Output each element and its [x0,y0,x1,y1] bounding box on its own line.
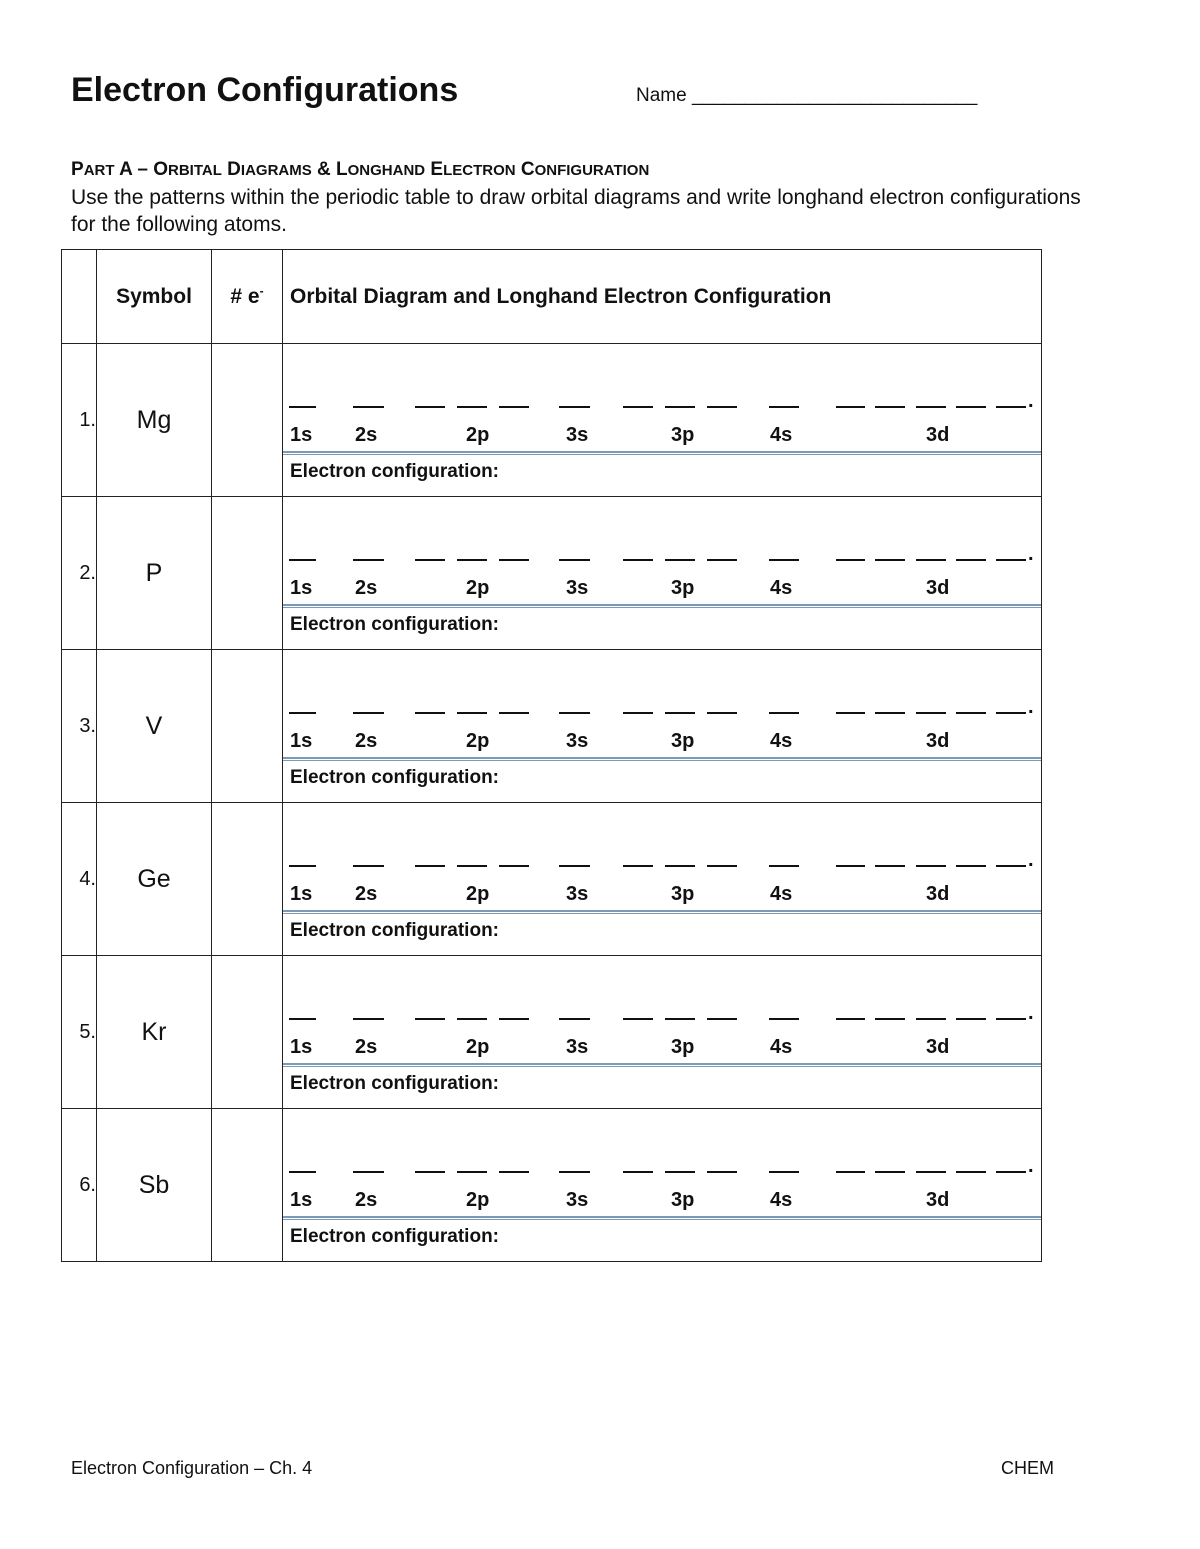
orbital-blank[interactable] [996,406,1026,408]
orbital-blank[interactable] [623,1018,653,1020]
heading-text: C [515,159,535,180]
divider [283,1219,1041,1220]
orbital-blank[interactable] [956,559,986,561]
divider [283,604,1041,606]
orbital-blank[interactable] [665,1171,695,1173]
divider [283,1216,1041,1218]
page-title: Electron Configurations [71,71,459,109]
electron-count-cell[interactable] [212,497,283,650]
orbital-blank[interactable] [499,865,529,867]
orbital-blank[interactable] [457,712,487,714]
table-row [62,344,1042,497]
orbital-blank[interactable] [956,406,986,408]
sublevel-label: 1s [290,577,313,599]
heading-text: A – [114,159,154,180]
orbital-blank[interactable] [916,406,946,408]
orbital-diagram-cell [283,497,1042,650]
sublevel-label: 1s [290,424,313,446]
sublevel-label: 3s [566,883,589,905]
heading-text: D [221,159,241,180]
part-a-heading [71,158,649,183]
orbital-diagram-cell [283,803,1042,956]
sublevel-label: 3p [671,424,695,446]
electron-count-cell[interactable] [212,956,283,1109]
table-row [62,803,1042,956]
orbital-blank[interactable] [707,406,737,408]
divider [283,757,1041,759]
header-symbol: Symbol [97,250,212,344]
sublevel-label: 4s [770,1189,793,1211]
sublevel-label: 3p [671,1036,695,1058]
element-symbol: Ge [97,803,212,956]
orbital-blank[interactable] [623,1171,653,1173]
orbital-blank[interactable] [665,1018,695,1020]
sublevel-label: 3p [671,730,695,752]
orbital-blank[interactable] [875,406,905,408]
electron-configuration-field[interactable]: Electron configuration: [290,614,499,635]
orbital-blank[interactable] [457,865,487,867]
divider [283,913,1041,914]
orbital-blank[interactable] [996,712,1026,714]
orbital-blank[interactable] [457,1171,487,1173]
orbital-blank[interactable] [559,712,590,714]
sublevel-label: 2s [355,730,378,752]
electron-configuration-field[interactable]: Electron configuration: [290,767,499,788]
sublevel-label: 3d [926,883,950,905]
orbital-blank[interactable] [916,1018,946,1020]
sublevel-label: 1s [290,730,313,752]
heading-text: LECTRON [443,162,516,179]
heading-text: P [71,159,84,180]
sublevel-label: 2p [466,424,490,446]
sublevel-label: 3d [926,1036,950,1058]
sublevel-label: 2p [466,577,490,599]
electron-count-cell[interactable] [212,344,283,497]
sublevel-label: 2p [466,730,490,752]
electron-count-cell[interactable] [212,803,283,956]
sublevel-label: 3p [671,577,695,599]
heading-text: IAGRAMS [240,162,312,179]
diagram-end-mark: . [1028,1155,1034,1177]
sublevel-label: 4s [770,1036,793,1058]
orbital-blank[interactable] [499,559,529,561]
orbital-blank[interactable] [559,1018,590,1020]
element-symbol: P [97,497,212,650]
orbital-blank[interactable] [956,1018,986,1020]
orbital-blank[interactable] [916,865,946,867]
orbital-blank[interactable] [836,712,865,714]
diagram-end-mark: . [1028,390,1034,412]
electron-configuration-field[interactable]: Electron configuration: [290,461,499,482]
orbital-blank[interactable] [956,1171,986,1173]
orbital-blank[interactable] [916,712,946,714]
sublevel-label: 3p [671,883,695,905]
electron-configuration-field[interactable]: Electron configuration: [290,1226,499,1247]
row-number: 5. [62,956,97,1109]
orbital-blank[interactable] [289,559,316,561]
table-header-row [62,250,1042,344]
electron-configuration-field[interactable]: Electron configuration: [290,1073,499,1094]
header-blank-cell [62,250,97,344]
diagram-end-mark: . [1028,543,1034,565]
sublevel-label: 3d [926,1189,950,1211]
orbital-blank[interactable] [559,1171,590,1173]
orbital-blank[interactable] [623,712,653,714]
divider [283,1066,1041,1067]
orbital-blank[interactable] [559,406,590,408]
sublevel-label: 4s [770,577,793,599]
orbital-blank[interactable] [289,1171,316,1173]
sublevel-label: 2s [355,424,378,446]
sublevel-label: 4s [770,730,793,752]
table-body [62,344,1042,1262]
orbital-blank[interactable] [665,865,695,867]
orbital-blank[interactable] [415,406,445,408]
orbital-blank[interactable] [499,406,529,408]
divider [283,451,1041,453]
orbital-blank[interactable] [353,865,384,867]
sublevel-label: 2p [466,883,490,905]
divider [283,454,1041,455]
orbital-blank[interactable] [769,406,799,408]
sublevel-label: 4s [770,883,793,905]
orbital-blank[interactable] [769,712,799,714]
orbital-blank[interactable] [457,1018,487,1020]
header-electrons [212,250,283,344]
sublevel-label: 1s [290,1036,313,1058]
header-diagram: Orbital Diagram and Longhand Electron Configuration [283,250,1042,344]
orbital-blank[interactable] [457,559,487,561]
orbital-blank[interactable] [665,712,695,714]
element-symbol: V [97,650,212,803]
orbital-blank[interactable] [289,712,316,714]
orbital-blank[interactable] [353,406,384,408]
heading-text: E [425,159,444,180]
orbital-blank[interactable] [875,1171,905,1173]
orbital-blank[interactable] [457,406,487,408]
table-row [62,650,1042,803]
sublevel-label: 2p [466,1036,490,1058]
heading-text: RBITAL [168,162,222,179]
name-field[interactable]: Name ___________________________ [636,85,978,106]
orbital-diagram-cell [283,344,1042,497]
row-number: 1. [62,344,97,497]
divider [283,760,1041,761]
sublevel-label: 1s [290,1189,313,1211]
electron-configuration-field[interactable]: Electron configuration: [290,920,499,941]
diagram-end-mark: . [1028,849,1034,871]
sublevel-label: 1s [290,883,313,905]
orbital-blank[interactable] [956,865,986,867]
element-symbol: Kr [97,956,212,1109]
table-row [62,497,1042,650]
orbital-blank[interactable] [623,559,653,561]
orbital-blank[interactable] [707,559,737,561]
electron-count-cell[interactable] [212,1109,283,1262]
orbital-blank[interactable] [875,1018,905,1020]
orbital-blank[interactable] [707,1018,737,1020]
sublevel-label: 3s [566,1189,589,1211]
orbital-blank[interactable] [499,1018,529,1020]
orbital-blank[interactable] [875,559,905,561]
sublevel-label: 3d [926,424,950,446]
row-number: 2. [62,497,97,650]
orbital-blank[interactable] [836,559,865,561]
row-number: 3. [62,650,97,803]
sublevel-label: 2s [355,1189,378,1211]
sublevel-label: 2s [355,1036,378,1058]
sublevel-label: 3s [566,730,589,752]
orbital-blank[interactable] [559,865,590,867]
orbital-blank[interactable] [559,559,590,561]
heading-text: L [336,159,348,180]
worksheet-table [61,249,1042,1262]
orbital-blank[interactable] [996,1018,1026,1020]
instructions: Use the patterns within the periodic table to draw orbital diagrams and write longhand electron configurations for the following atoms. [71,186,1081,236]
orbital-blank[interactable] [836,1171,865,1173]
orbital-blank[interactable] [623,865,653,867]
orbital-blank[interactable] [956,712,986,714]
divider [283,910,1041,912]
orbital-blank[interactable] [836,1018,865,1020]
heading-text: ONGHAND [347,162,426,179]
orbital-blank[interactable] [353,1171,384,1173]
heading-text: O [153,159,169,180]
diagram-end-mark: . [1028,1002,1034,1024]
sublevel-label: 2p [466,1189,490,1211]
header-electrons-text: # e [230,285,260,308]
row-number: 4. [62,803,97,956]
table-row [62,1109,1042,1262]
orbital-blank[interactable] [996,865,1026,867]
orbital-blank[interactable] [289,406,316,408]
sublevel-label: 3s [566,577,589,599]
element-symbol: Mg [97,344,212,497]
orbital-blank[interactable] [836,865,865,867]
orbital-blank[interactable] [623,406,653,408]
sublevel-label: 3d [926,577,950,599]
heading-text: ONFIGURATION [534,162,650,179]
orbital-diagram-cell [283,1109,1042,1262]
orbital-blank[interactable] [916,1171,946,1173]
orbital-blank[interactable] [289,865,316,867]
orbital-blank[interactable] [769,865,799,867]
orbital-blank[interactable] [353,712,384,714]
divider [283,607,1041,608]
row-number: 6. [62,1109,97,1262]
orbital-blank[interactable] [665,406,695,408]
orbital-blank[interactable] [415,865,445,867]
orbital-blank[interactable] [289,1018,316,1020]
element-symbol: Sb [97,1109,212,1262]
heading-text: ART [83,162,115,179]
orbital-blank[interactable] [499,712,529,714]
orbital-blank[interactable] [707,1171,737,1173]
orbital-blank[interactable] [707,712,737,714]
divider [283,1063,1041,1065]
sublevel-label: 3d [926,730,950,752]
sublevel-label: 3s [566,424,589,446]
electron-count-cell[interactable] [212,650,283,803]
orbital-blank[interactable] [415,559,445,561]
orbital-blank[interactable] [836,406,865,408]
orbital-diagram-cell [283,956,1042,1109]
orbital-blank[interactable] [996,559,1026,561]
sublevel-label: 3p [671,1189,695,1211]
orbital-blank[interactable] [769,1171,799,1173]
orbital-blank[interactable] [353,559,384,561]
orbital-diagram-cell [283,650,1042,803]
orbital-blank[interactable] [769,1018,799,1020]
heading-text: & [311,159,337,180]
orbital-blank[interactable] [499,1171,529,1173]
orbital-blank[interactable] [707,865,737,867]
sublevel-label: 3s [566,1036,589,1058]
sublevel-label: 2s [355,883,378,905]
sublevel-label: 2s [355,577,378,599]
orbital-blank[interactable] [875,865,905,867]
orbital-blank[interactable] [916,559,946,561]
orbital-blank[interactable] [353,1018,384,1020]
header-electrons-superscript: - [259,284,264,298]
sublevel-label: 4s [770,424,793,446]
orbital-blank[interactable] [996,1171,1026,1173]
orbital-blank[interactable] [875,712,905,714]
orbital-blank[interactable] [769,559,799,561]
footer-right: CHEM [1001,1458,1054,1478]
orbital-blank[interactable] [665,559,695,561]
orbital-blank[interactable] [415,1018,445,1020]
table-row [62,956,1042,1109]
orbital-blank[interactable] [415,712,445,714]
orbital-blank[interactable] [415,1171,445,1173]
footer-left: Electron Configuration – Ch. 4 [71,1458,313,1478]
diagram-end-mark: . [1028,696,1034,718]
